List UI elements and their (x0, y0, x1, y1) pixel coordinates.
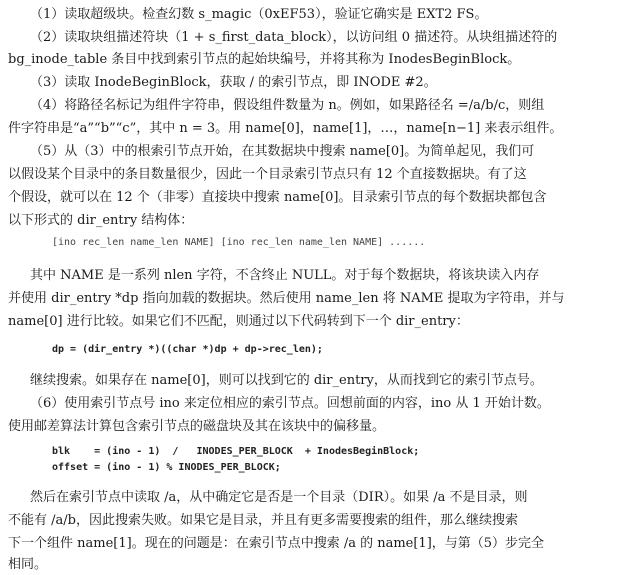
text-line: （6）使用索引节点号 ino 来定位相应的索引节点。回想前面的内容，ino 从 1 开始计数。 (30, 396, 550, 411)
code-snippet-offset: offset = (ino - 1) % INODES_PER_BLOCK; (52, 462, 281, 473)
text-line: 继续搜索。如果存在 name[0]，则可以找到它的 dir_entry，从而找到它的索引节点号。 (30, 373, 543, 388)
text-line: 以假设某个目录中的条目数量很少，因此一个目录索引节点只有 12 个直接数据块。有了这 (8, 167, 527, 182)
code-snippet-blk: blk = (ino - 1) / INODES_PER_BLOCK + InodesBeginBlock; (52, 446, 420, 457)
text-line: 其中 NAME 是一系列 nlen 字符，不含终止 NULL。对于每个数据块，将该块读入内存 (30, 268, 540, 283)
text-line: （5）从（3）中的根索引节点开始，在其数据块中搜索 name[0]。为简单起见，我们可 (30, 144, 535, 159)
text-line: 并使用 dir_entry *dp 指向加载的数据块。然后使用 name_len 将 NAME 提取为字符串，并与 (8, 291, 565, 306)
text-line: （1）读取超级块。检查幻数 s_magic（0xEF53），验证它确实是 EXT2 FS。 (30, 7, 488, 22)
text-line: （4）将路径名标记为组件字符串，假设组件数量为 n。例如，如果路径名 =/a/b/c，则组 (30, 98, 545, 113)
text-line: 不能有 /a/b，因此搜索失败。如果它是目录，并且有更多需要搜索的组件，那么继续搜索 (8, 513, 518, 528)
text-line: 个假设，就可以在 12 个（非零）直接块中搜索 name[0]。目录索引节点的每个数据块都包含 (8, 190, 547, 205)
text-line: 下一个组件 name[1]。现在的问题是：在索引节点中搜索 /a 的 name[1]，与第（5）步完全 (8, 536, 545, 551)
text-line: bg_inode_table 条目中找到索引节点的起始块编号，并将其称为 InodesBeginBlock。 (8, 52, 521, 67)
text-line: 以下形式的 dir_entry 结构体： (8, 213, 194, 228)
text-line: （2）读取块组描述符块（1 + s_first_data_block），以访问组 0 描述符。从块组描述符的 (30, 30, 558, 45)
code-snippet-dir-entry-format: [ino rec_len name_len NAME] [ino rec_len name_len NAME] ...... (52, 237, 426, 248)
text-line: 然后在索引节点中读取 /a，从中确定它是否是一个目录（DIR）。如果 /a 不是目录，则 (30, 490, 528, 505)
text-line: 使用邮差算法计算包含索引节点的磁盘块及其在该块中的偏移量。 (8, 419, 386, 434)
text-line: name[0] 进行比较。如果它们不匹配，则通过以下代码转到下一个 dir_entry： (8, 314, 469, 329)
code-snippet-next-entry: dp = (dir_entry *)((char *)dp + dp->rec_len); (52, 344, 323, 355)
text-line: 件字符串是“a”“b”“c”，其中 n = 3。用 name[0]，name[1]，…，name[n−1] 来表示组件。 (8, 121, 563, 136)
text-line: （3）读取 InodeBeginBlock，获取 / 的索引节点，即 INODE #2。 (30, 75, 437, 90)
text-line: 相同。 (8, 557, 48, 572)
